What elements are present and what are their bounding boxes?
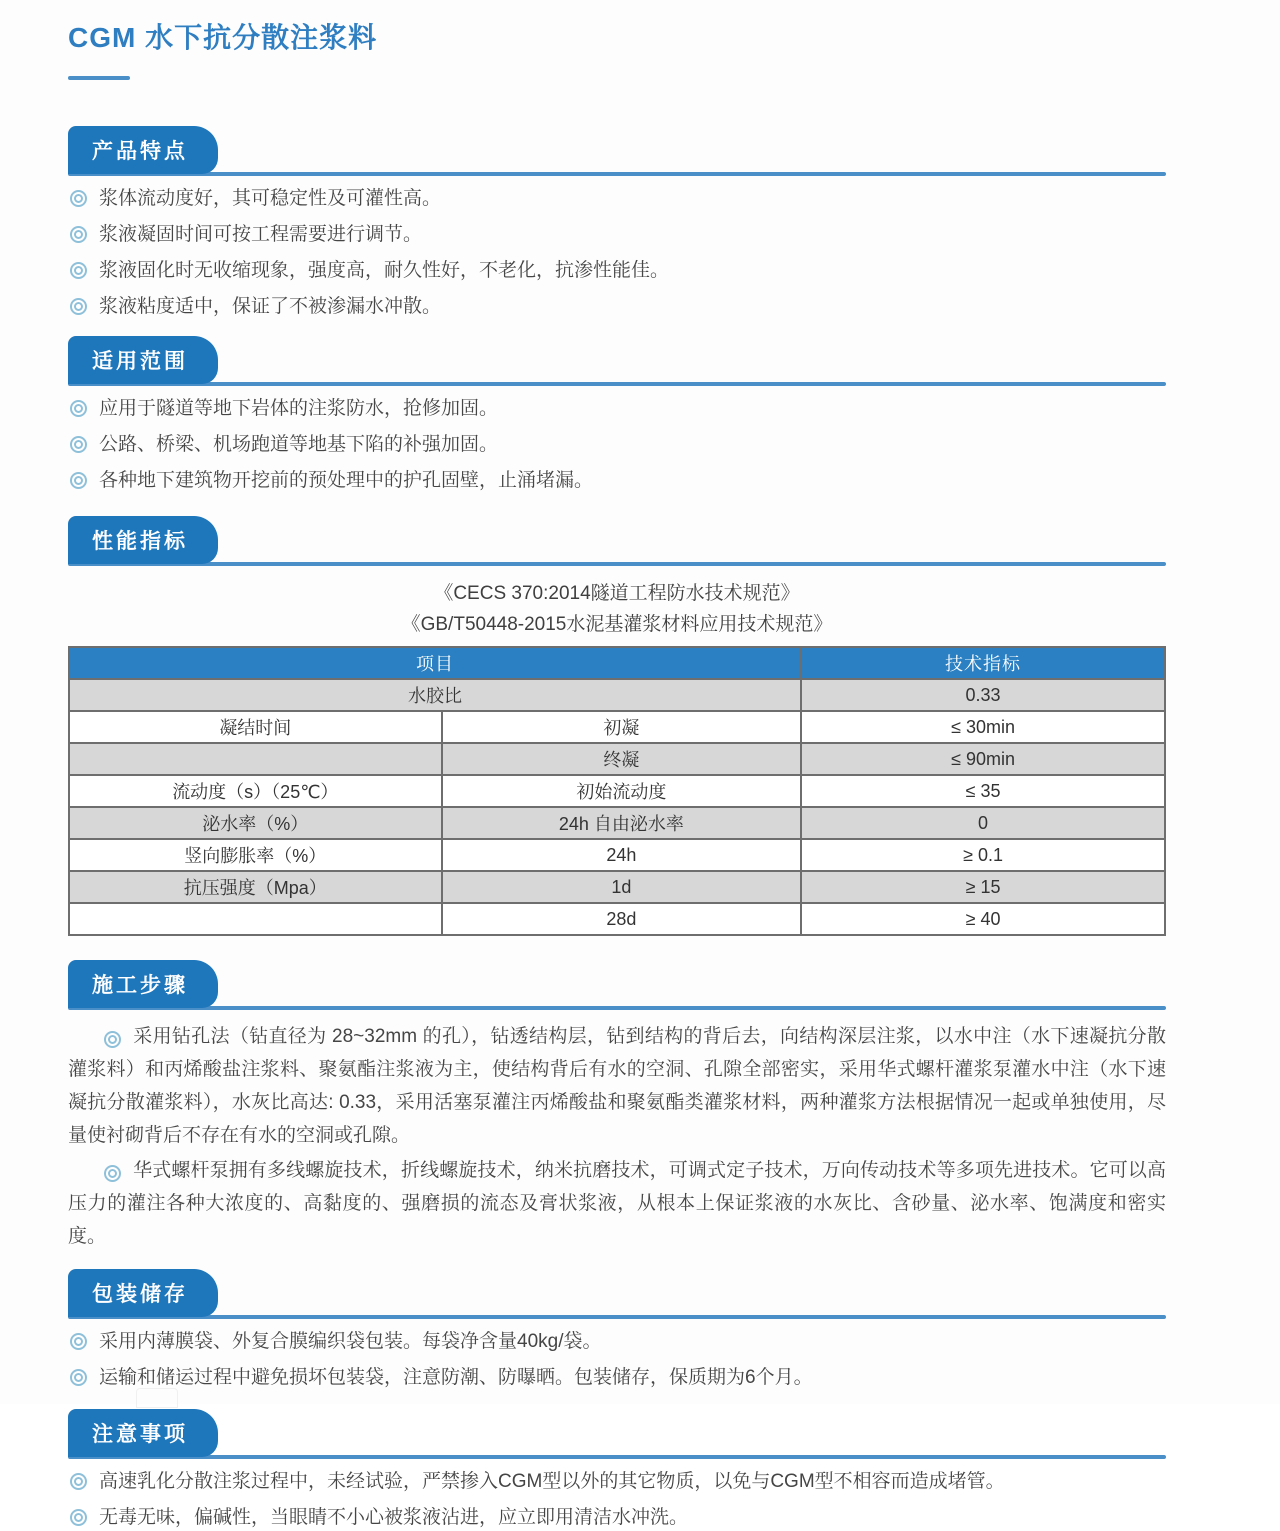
ring-bullet-inner <box>108 1035 117 1044</box>
reference-standards <box>68 578 1166 640</box>
table-row <box>69 903 1165 935</box>
page-title: CGM 水下抗分散注浆料 <box>68 22 378 53</box>
table-row <box>69 807 1165 839</box>
section-head <box>68 1275 1166 1319</box>
ring-bullet-icon <box>70 226 87 243</box>
section-packaging <box>68 1275 1166 1391</box>
bullet-item <box>68 468 1166 494</box>
ring-bullet-icon <box>70 1473 87 1490</box>
background-watermark <box>136 1388 178 1408</box>
section-head <box>68 966 1166 1010</box>
bullet-text: 公路、桥梁、机场跑道等地基下陷的补强加固。 <box>99 434 499 455</box>
ring-bullet-inner <box>74 1477 83 1486</box>
bullet-item <box>68 1505 1166 1531</box>
scope-bullet-list <box>68 396 1166 494</box>
features-bullet-list <box>68 186 1166 320</box>
standard-reference: 《GB/T50448-2015水泥基灌浆材料应用技术规范》 <box>401 614 833 635</box>
section-scope <box>68 342 1166 494</box>
table-row <box>69 679 1165 711</box>
section-tab-performance: 性能指标 <box>68 516 218 564</box>
table-cell: 竖向膨胀率（%） <box>69 839 442 871</box>
ring-bullet-icon <box>70 190 87 207</box>
table-cell: ≤ 90min <box>801 743 1165 775</box>
performance-table-head <box>69 647 1165 679</box>
ring-bullet-icon <box>70 1333 87 1350</box>
ring-bullet-inner <box>74 440 83 449</box>
ring-bullet-icon <box>70 262 87 279</box>
construction-paragraph <box>68 1154 1166 1253</box>
section-tab-scope: 适用范围 <box>68 336 218 384</box>
bullet-text: 采用内薄膜袋、外复合膜编织袋包装。每袋净含量40kg/袋。 <box>99 1331 602 1352</box>
table-cell: 泌水率（%） <box>69 807 442 839</box>
bullet-text: 高速乳化分散注浆过程中，未经试验，严禁掺入CGM型以外的其它物质，以免与CGM型不相容而造成堵管。 <box>99 1471 1005 1492</box>
bullet-item <box>68 432 1166 458</box>
table-row <box>69 743 1165 775</box>
ring-bullet-inner <box>74 230 83 239</box>
section-performance <box>68 522 1166 936</box>
performance-table <box>68 646 1166 936</box>
standard-reference: 《CECS 370:2014隧道工程防水技术规范》 <box>434 583 800 604</box>
ring-bullet-icon <box>70 436 87 453</box>
table-cell <box>69 743 442 775</box>
table-cell: 24h <box>442 839 801 871</box>
ring-bullet-icon <box>104 1031 121 1048</box>
section-divider-line <box>68 562 1166 566</box>
ring-bullet-inner <box>74 476 83 485</box>
bullet-item <box>68 186 1166 212</box>
bullet-text: 浆液凝固时间可按工程需要进行调节。 <box>99 224 423 245</box>
table-cell: 1d <box>442 871 801 903</box>
bullet-text: 浆体流动度好，其可稳定性及可灌性高。 <box>99 188 442 209</box>
section-precautions <box>68 1415 1166 1531</box>
table-row <box>69 839 1165 871</box>
ring-bullet-inner <box>74 302 83 311</box>
table-cell: ≥ 0.1 <box>801 839 1165 871</box>
content-column <box>68 0 1166 1531</box>
table-cell: 0.33 <box>801 679 1165 711</box>
table-cell: ≤ 30min <box>801 711 1165 743</box>
title-underline <box>68 76 130 80</box>
bullet-item <box>68 1469 1166 1495</box>
bullet-item <box>68 396 1166 422</box>
table-cell: ≥ 15 <box>801 871 1165 903</box>
section-head <box>68 342 1166 386</box>
section-head <box>68 132 1166 176</box>
bullet-item <box>68 1329 1166 1355</box>
paragraph-text: 采用钻孔法（钻直径为 28~32mm 的孔），钻透结构层，钻到结构的背后去，向结构深层注浆，以水中注（水下速凝抗分散灌浆料）和丙烯酸盐注浆料、聚氨酯注浆液为主，使结构背后有水的空洞、孔隙全部密实，采用华式螺杆灌浆泵灌水中注（水下速凝抗分散灌浆料），水灰比高达: 0.33，采用活塞泵灌注丙烯酸盐和聚氨酯类灌浆材料，两种灌浆方法根据情况一起或单独使用，尽量使衬砌背后不存在有水的空洞或孔隙。 <box>68 1026 1166 1146</box>
table-cell: 28d <box>442 903 801 935</box>
construction-paragraphs <box>68 1020 1166 1253</box>
ring-bullet-inner <box>74 194 83 203</box>
ring-bullet-inner <box>74 266 83 275</box>
ring-bullet-icon <box>70 298 87 315</box>
bullet-item <box>68 294 1166 320</box>
table-row <box>69 711 1165 743</box>
ring-bullet-icon <box>104 1165 121 1182</box>
ring-bullet-icon <box>70 472 87 489</box>
table-cell: 水胶比 <box>69 679 801 711</box>
table-cell: 终凝 <box>442 743 801 775</box>
table-cell <box>69 903 442 935</box>
packaging-bullet-list <box>68 1329 1166 1391</box>
table-header-cell: 项目 <box>69 647 801 679</box>
table-row <box>69 871 1165 903</box>
table-cell: 凝结时间 <box>69 711 442 743</box>
section-divider-line <box>68 382 1166 386</box>
ring-bullet-icon <box>70 1509 87 1526</box>
section-tab-features: 产品特点 <box>68 126 218 174</box>
performance-table-body <box>69 679 1165 935</box>
bullet-text: 浆液固化时无收缩现象，强度高，耐久性好，不老化，抗渗性能佳。 <box>99 260 670 281</box>
section-head <box>68 522 1166 566</box>
section-divider-line <box>68 1006 1166 1010</box>
ring-bullet-inner <box>108 1169 117 1178</box>
table-header-cell: 技术指标 <box>801 647 1165 679</box>
bullet-text: 浆液粘度适中，保证了不被渗漏水冲散。 <box>99 296 442 317</box>
bullet-item <box>68 222 1166 248</box>
section-divider-line <box>68 1315 1166 1319</box>
table-cell: ≤ 35 <box>801 775 1165 807</box>
table-cell: 初始流动度 <box>442 775 801 807</box>
bullet-text: 应用于隧道等地下岩体的注浆防水，抢修加固。 <box>99 398 499 419</box>
bullet-text: 无毒无味，偏碱性，当眼睛不小心被浆液沾进，应立即用清洁水冲洗。 <box>99 1507 689 1528</box>
section-construction <box>68 966 1166 1253</box>
section-tab-construction: 施工步骤 <box>68 960 218 1008</box>
section-features <box>68 132 1166 320</box>
ring-bullet-inner <box>74 1337 83 1346</box>
table-cell: 0 <box>801 807 1165 839</box>
section-tab-packaging: 包装储存 <box>68 1269 218 1317</box>
section-divider-line <box>68 1455 1166 1459</box>
ring-bullet-icon <box>70 400 87 417</box>
construction-paragraph <box>68 1020 1166 1152</box>
section-tab-precautions: 注意事项 <box>68 1409 218 1457</box>
bullet-item <box>68 1365 1166 1391</box>
table-cell: 流动度（s）（25℃） <box>69 775 442 807</box>
section-divider-line <box>68 172 1166 176</box>
section-head <box>68 1415 1166 1459</box>
bullet-text: 运输和储运过程中避免损坏包装袋，注意防潮、防曝晒。包装储存，保质期为6个月。 <box>99 1367 813 1388</box>
bullet-item <box>68 258 1166 284</box>
paragraph-text: 华式螺杆泵拥有多线螺旋技术，折线螺旋技术，纳米抗磨技术，可调式定子技术，万向传动技术等多项先进技术。它可以高压力的灌注各种大浓度的、高黏度的、强磨损的流态及膏状浆液，从根本上保证浆液的水灰比、含砂量、泌水率、饱满度和密实度。 <box>68 1160 1166 1247</box>
precautions-bullet-list <box>68 1469 1166 1531</box>
bullet-text: 各种地下建筑物开挖前的预处理中的护孔固壁，止涌堵漏。 <box>99 470 594 491</box>
table-cell: 抗压强度（Mpa） <box>69 871 442 903</box>
table-cell: 初凝 <box>442 711 801 743</box>
table-cell: 24h 自由泌水率 <box>442 807 801 839</box>
ring-bullet-inner <box>74 1513 83 1522</box>
table-cell: ≥ 40 <box>801 903 1165 935</box>
ring-bullet-inner <box>74 404 83 413</box>
ring-bullet-inner <box>74 1373 83 1382</box>
ring-bullet-icon <box>70 1369 87 1386</box>
table-row <box>69 775 1165 807</box>
